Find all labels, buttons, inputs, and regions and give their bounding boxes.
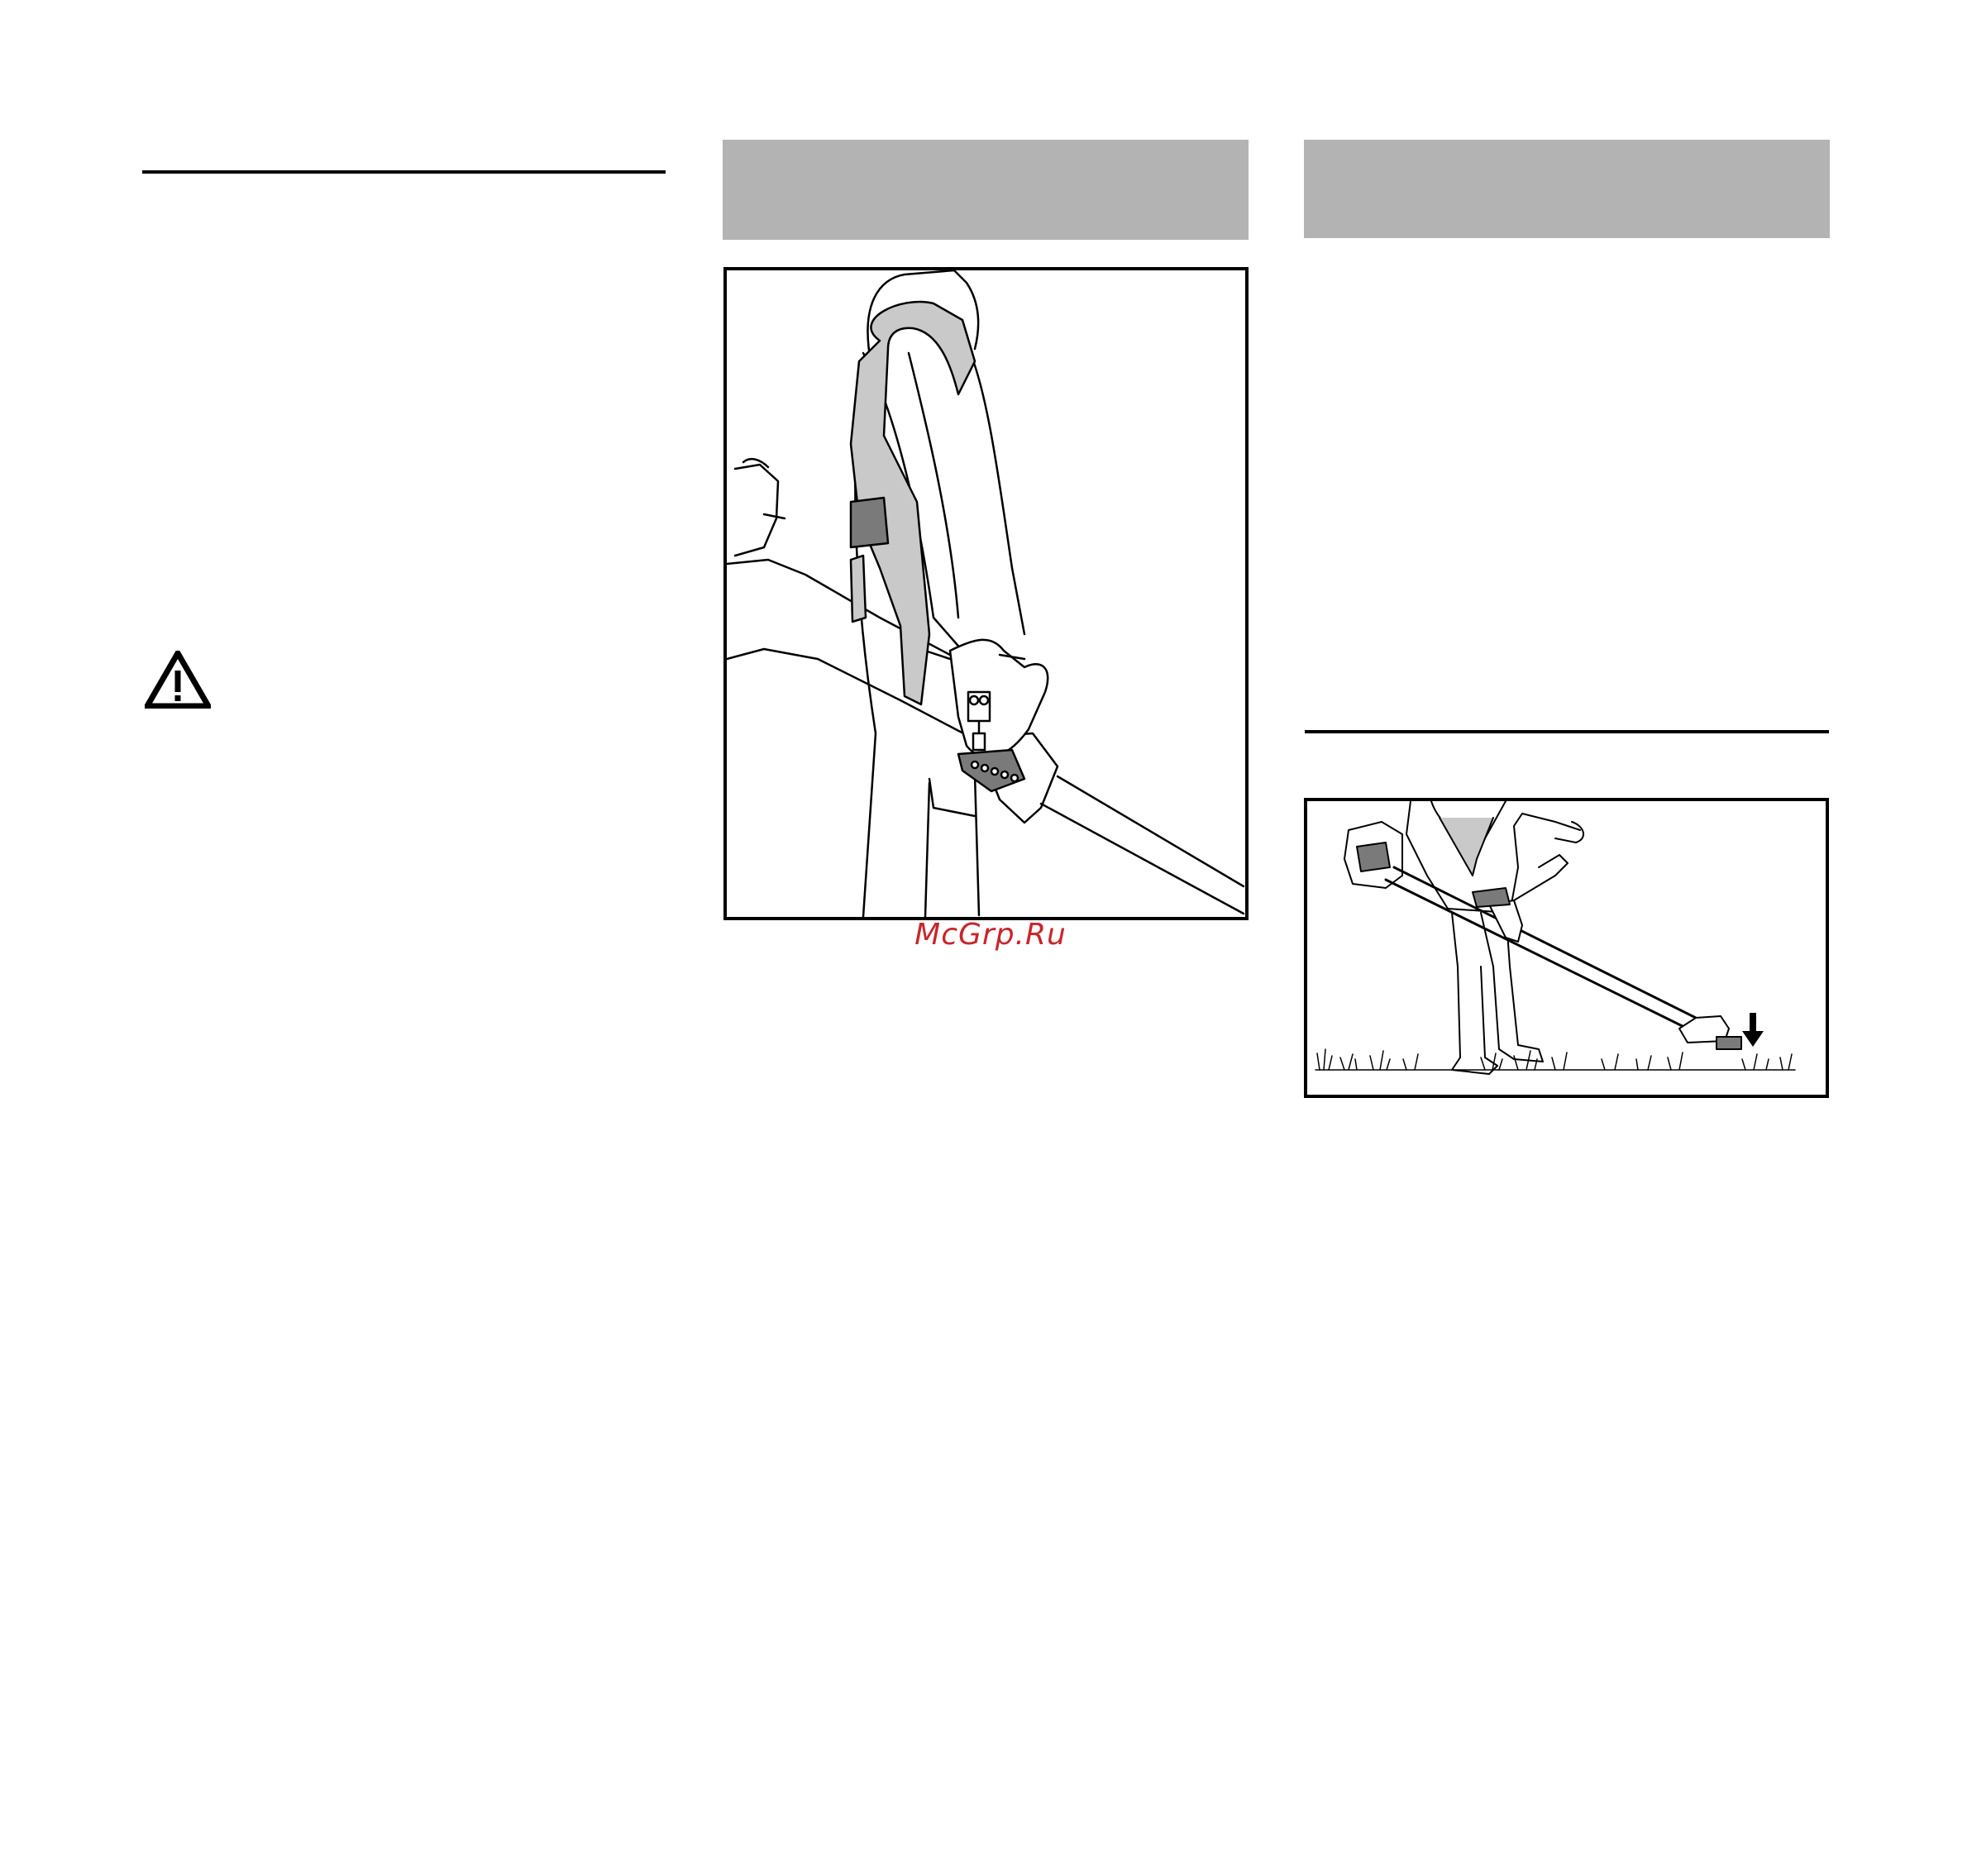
mowing-illustration <box>1304 798 1829 1098</box>
down-arrow-icon <box>1740 1013 1765 1048</box>
harness-illustration <box>723 267 1249 920</box>
right-section-rule <box>1305 730 1829 733</box>
warning-triangle-icon <box>145 651 211 709</box>
middle-section-heading-bar <box>723 140 1249 240</box>
left-section-rule <box>142 170 666 174</box>
right-section-heading-bar <box>1304 140 1830 238</box>
watermark-text: McGrp.Ru <box>914 918 1067 952</box>
